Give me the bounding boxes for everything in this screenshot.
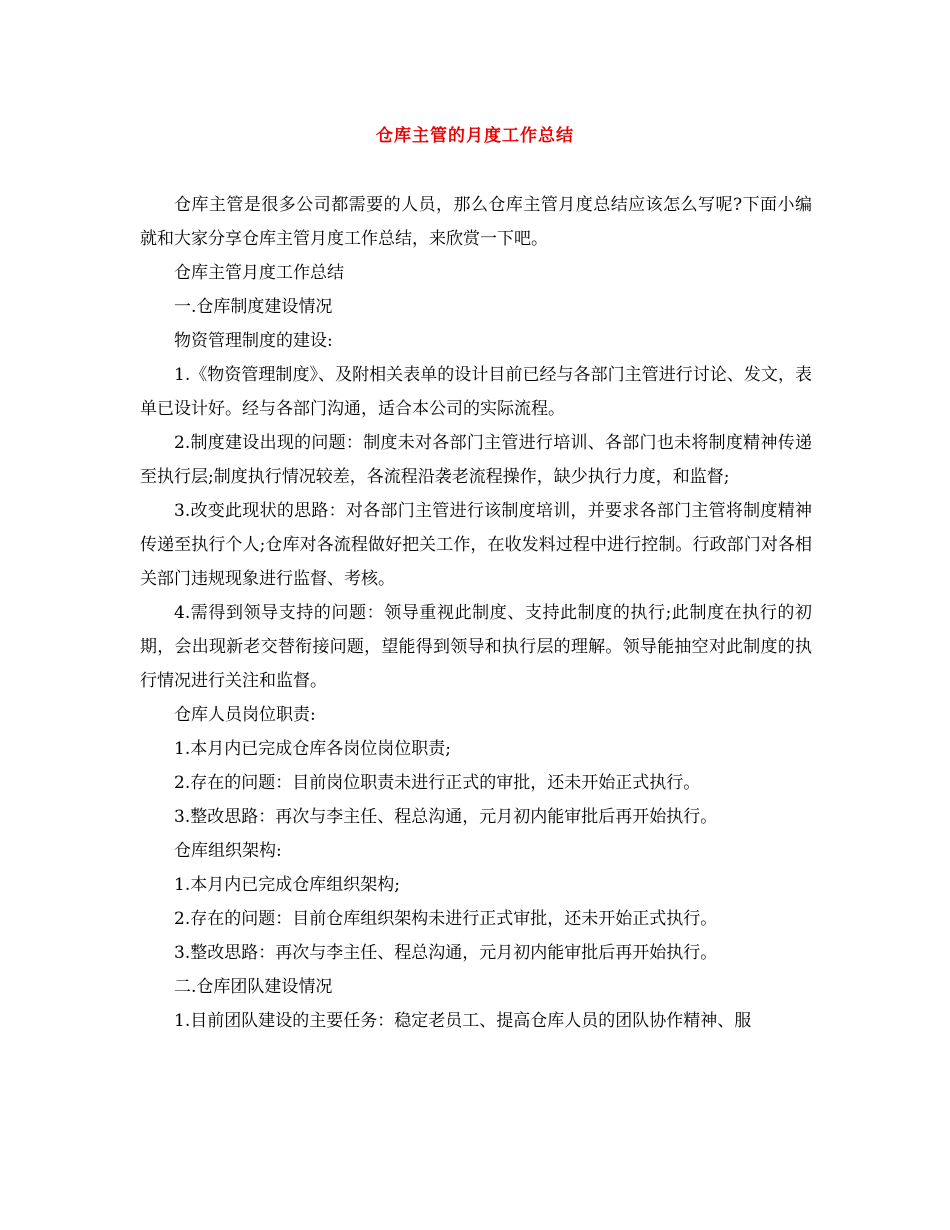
paragraph: 3.改变此现状的思路：对各部门主管进行该制度培训，并要求各部门主管将制度精神传递至执行个人;仓库对各流程做好把关工作，在收发料过程中进行控制。行政部门对各相关部门违规现象进行监督、考核。 [140, 501, 812, 589]
paragraph: 一.仓库制度建设情况 [174, 297, 333, 317]
paragraph: 1.本月内已完成仓库组织架构; [174, 875, 400, 895]
paragraph: 仓库主管月度工作总结 [174, 263, 344, 283]
paragraph: 物资管理制度的建设: [174, 331, 333, 351]
paragraph: 仓库人员岗位职责: [174, 705, 316, 725]
paragraph: 3.整改思路：再次与李主任、程总沟通，元月初内能审批后再开始执行。 [174, 943, 718, 963]
paragraph: 4.需得到领导支持的问题：领导重视此制度、支持此制度的执行;此制度在执行的初期，会出现新老交替衔接问题，望能得到领导和执行层的理解。领导能抽空对此制度的执行情况进行关注和监督。 [140, 603, 812, 691]
paragraph: 1.《物资管理制度》、及附相关表单的设计目前已经与各部门主管进行讨论、发文，表单已设计好。经与各部门沟通，适合本公司的实际流程。 [140, 365, 812, 419]
paragraph: 1.本月内已完成仓库各岗位岗位职责; [174, 739, 451, 759]
paragraph: 2.制度建设出现的问题：制度未对各部门主管进行培训、各部门也未将制度精神传递至执行层;制度执行情况较差，各流程沿袭老流程操作，缺少执行力度，和监督; [140, 433, 812, 487]
paragraph: 1.目前团队建设的主要任务：稳定老员工、提高仓库人员的团队协作精神、服 [174, 1011, 752, 1031]
paragraph: 2.存在的问题：目前岗位职责未进行正式的审批，还未开始正式执行。 [174, 773, 701, 793]
document-title: 仓库主管的月度工作总结 [376, 126, 574, 146]
paragraph: 2.存在的问题：目前仓库组织架构未进行正式审批，还未开始正式执行。 [174, 909, 718, 929]
paragraph: 二.仓库团队建设情况 [174, 977, 333, 997]
paragraph: 3.整改思路：再次与李主任、程总沟通，元月初内能审批后再开始执行。 [174, 807, 718, 827]
paragraph: 仓库主管是很多公司都需要的人员，那么仓库主管月度总结应该怎么写呢?下面小编就和大家分享仓库主管月度工作总结，来欣赏一下吧。 [140, 195, 812, 249]
paragraph: 仓库组织架构: [174, 841, 282, 861]
document-body [140, 188, 812, 1038]
